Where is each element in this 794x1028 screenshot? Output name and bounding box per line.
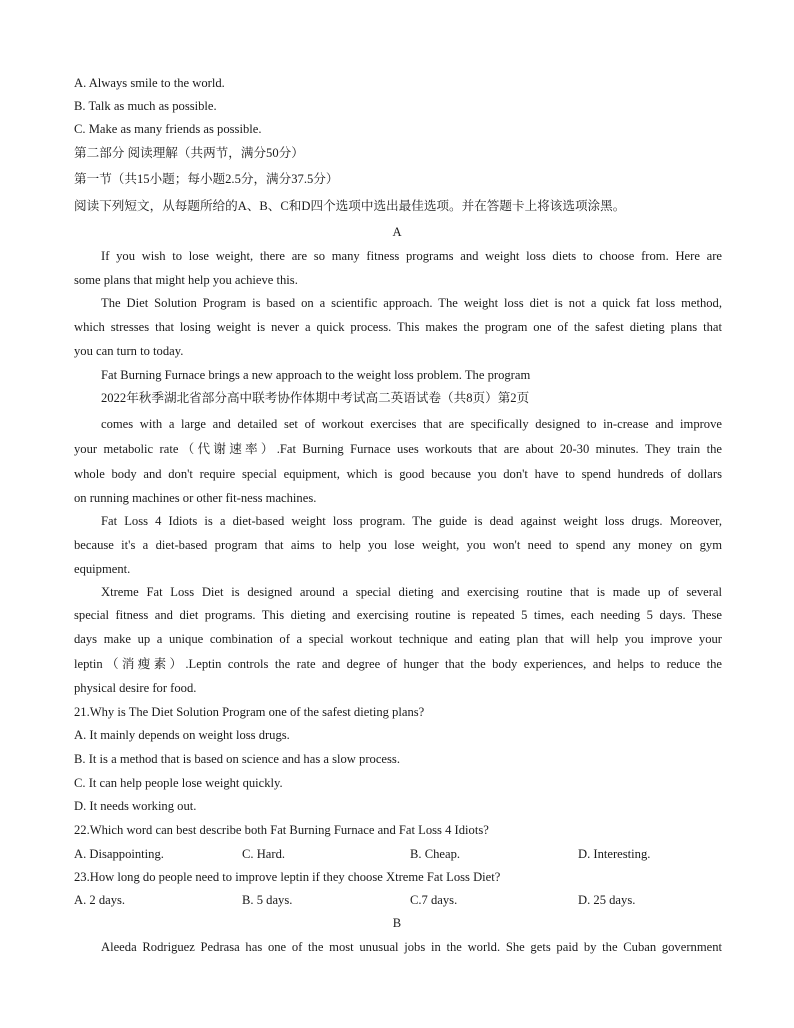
question-21-option-d: D. It needs working out. [74, 799, 197, 813]
question-23-option-a: A. 2 days. [74, 893, 126, 907]
passage-b-line: Aleeda Rodriguez Pedrasa has one of the most unusual jobs in the world. She gets paid by the Cuban government [101, 940, 722, 954]
passage-line: on running machines or other fit-ness machines. [74, 491, 317, 505]
question-23-option-b: B. 5 days. [242, 893, 293, 907]
subsection-title: 第一节（共15小题；每小题2.5分，满分37.5分） [74, 172, 339, 186]
prev-option-c: C. Make as many friends as possible. [74, 122, 262, 136]
question-21-option-c: C. It can help people lose weight quickly. [74, 776, 283, 790]
passage-line: which stresses that losing weight is never a quick process. This makes the program one of the safest dieting plans that [74, 320, 722, 334]
prev-option-b: B. Talk as much as possible. [74, 99, 217, 113]
passage-line: Xtreme Fat Loss Diet is designed around a special dieting and exercising routine that is made up of several [101, 585, 722, 599]
passage-line: special fitness and diet programs. This dieting and exercising routine is repeated 5 times, each needing 5 days. These [74, 608, 722, 622]
passage-line: equipment. [74, 562, 131, 576]
passage-line: physical desire for food. [74, 681, 197, 695]
passage-line: If you wish to lose weight, there are so many fitness programs and weight loss diets to choose from. Here are [101, 249, 722, 263]
question-21-option-b: B. It is a method that is based on science and has a slow process. [74, 752, 400, 766]
instructions: 阅读下列短文，从每题所给的A、B、C和D四个选项中选出最佳选项。并在答题卡上将该选项涂黑。 [74, 199, 626, 213]
question-21-stem: 21.Why is The Diet Solution Program one of the safest dieting plans? [74, 705, 425, 719]
passage-line: leptin（消瘦素）.Leptin controls the rate and degree of hunger that the body experiences, and helps to reduce the [74, 657, 722, 671]
passage-line: days make up a unique combination of a special workout technique and eating plan that will help you improve your [74, 632, 722, 646]
section-title: 第二部分 阅读理解（共两节，满分50分） [74, 146, 304, 160]
question-22-option-b: B. Cheap. [410, 847, 461, 861]
question-23-option-c: C.7 days. [410, 893, 458, 907]
question-23-stem: 23.How long do people need to improve leptin if they choose Xtreme Fat Loss Diet? [74, 870, 501, 884]
passage-line: some plans that might help you achieve this. [74, 273, 298, 287]
passage-line: because it's a diet-based program that aims to help you lose weight, you won't need to spend any money on gym [74, 538, 722, 552]
question-23-option-d: D. 25 days. [578, 893, 636, 907]
question-22-option-d: D. Interesting. [578, 847, 651, 861]
prev-option-a: A. Always smile to the world. [74, 76, 225, 90]
question-22-option-a: A. Disappointing. [74, 847, 164, 861]
passage-line: Fat Burning Furnace brings a new approach to the weight loss problem. The program [101, 368, 531, 382]
passage-a-label: A [392, 225, 402, 239]
question-22-option-c: C. Hard. [242, 847, 286, 861]
passage-line: Fat Loss 4 Idiots is a diet-based weight loss program. The guide is dead against weight loss drugs. Moreover, [101, 514, 722, 528]
passage-line: your metabolic rate（代谢速率）.Fat Burning Furnace uses workouts that are about 20-30 minutes. They train the [74, 442, 722, 456]
passage-line: comes with a large and detailed set of workout exercises that are specifically designed to in-crease and improve [101, 417, 722, 431]
passage-line: you can turn to today. [74, 344, 184, 358]
passage-line: The Diet Solution Program is based on a scientific approach. The weight loss diet is not a quick fat loss method, [101, 296, 722, 310]
passage-b-label: B [392, 916, 402, 930]
question-22-stem: 22.Which word can best describe both Fat Burning Furnace and Fat Loss 4 Idiots? [74, 823, 489, 837]
page-footer: 2022年秋季湖北省部分高中联考协作体期中考试高二英语试卷（共8页）第2页 [101, 391, 530, 405]
passage-line: whole body and don't require special equipment, which is good because you don't have to spend hundreds of dollars [74, 467, 722, 481]
question-21-option-a: A. It mainly depends on weight loss drugs. [74, 728, 290, 742]
